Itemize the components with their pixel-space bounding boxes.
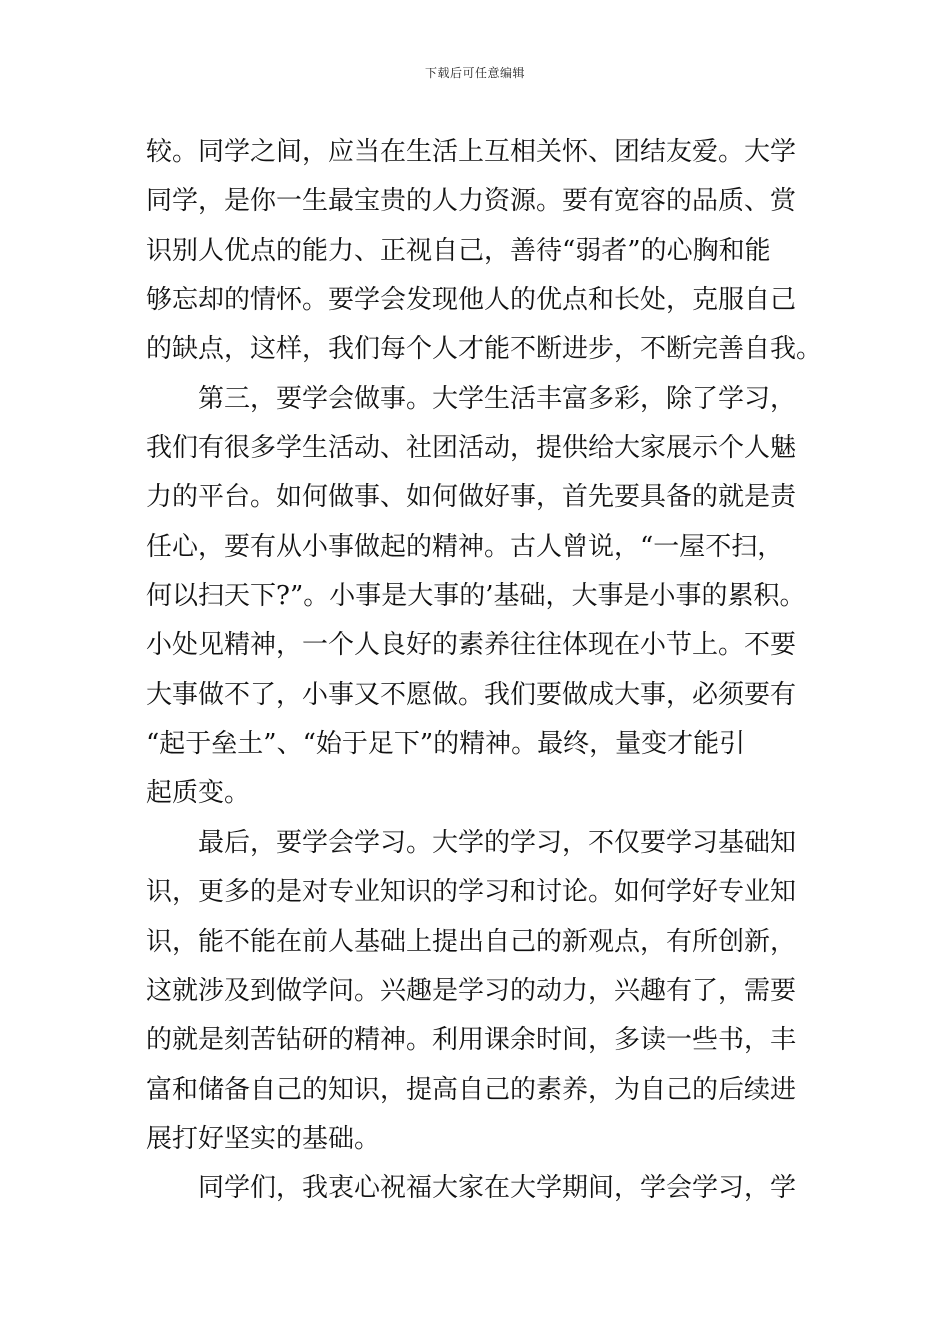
document-body [146,128,823,1214]
text-line: 起质变。 [146,778,251,809]
paragraph-first-line: 同学们，我衷心祝福大家在大学期间，学会学习，学 [198,1173,797,1204]
text-line: 够忘却的情怀。要学会发现他人的优点和长处，克服自己 [146,285,797,316]
paragraph-first-line: 第三，要学会做事。大学生活丰富多彩，除了学习， [198,383,797,414]
text-line: 识，能不能在前人基础上提出自己的新观点，有所创新， [146,926,797,957]
text-line: 富和储备自己的知识，提高自己的素养，为自己的后续进 [146,1074,797,1105]
text-line: 大事做不了，小事又不愿做。我们要做成大事，必须要有 [146,679,797,710]
text-line: 何以扫天下?”。小事是大事的’基础，大事是小事的累积。 [146,581,806,612]
text-line: 的缺点，这样，我们每个人才能不断进步，不断完善自我。 [146,334,823,365]
header-note: 下载后可任意编辑 [424,66,525,80]
text-line: “起于垒土”、“始于足下”的精神。最终，量变才能引 [146,729,746,760]
text-line: 同学，是你一生最宝贵的人力资源。要有宽容的品质、赏 [146,186,797,217]
text-line: 展打好坚实的基础。 [146,1123,381,1154]
text-line: 任心，要有从小事做起的精神。古人曾说，“一屋不扫， [146,531,784,562]
text-line: 这就涉及到做学问。兴趣是学习的动力，兴趣有了，需要 [146,975,797,1006]
text-line: 较。同学之间，应当在生活上互相关怀、团结友爱。大学 [146,137,797,167]
text-line: 我们有很多学生活动、社团活动，提供给大家展示个人魅 [146,433,797,464]
text-line: 识，更多的是对专业知识的学习和讨论。如何学好专业知 [146,877,797,908]
text-line: 的就是刻苦钻研的精神。利用课余时间，多读一些书，丰 [146,1025,797,1056]
text-line: 小处见精神，一个人良好的素养往往体现在小节上。不要 [146,630,797,661]
paragraph-first-line: 最后，要学会学习。大学的学习，不仅要学习基础知 [198,827,797,858]
text-line: 力的平台。如何做事、如何做好事，首先要具备的就是责 [146,482,797,513]
text-line: 识别人优点的能力、正视自己，善待“弱者”的心胸和能 [146,235,771,266]
